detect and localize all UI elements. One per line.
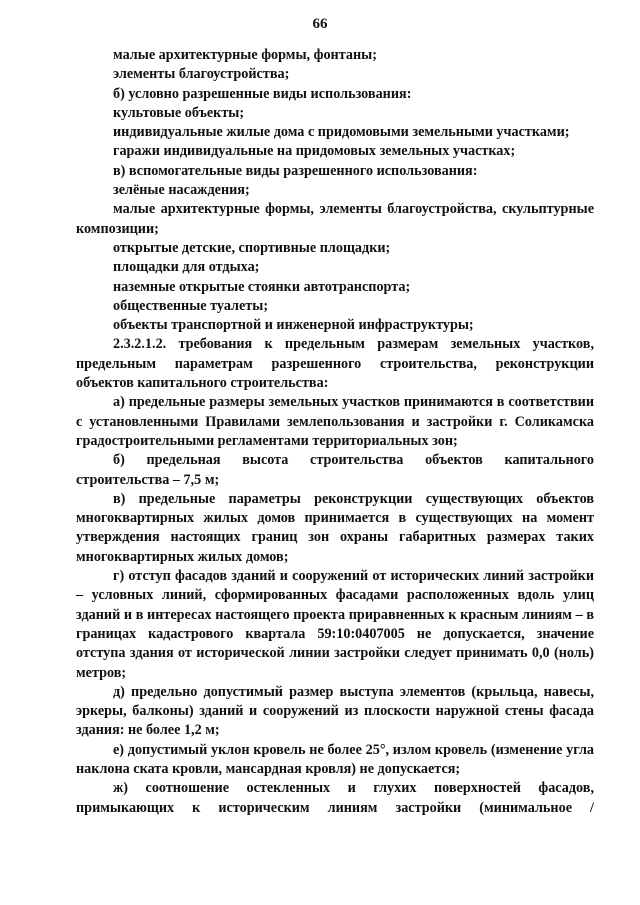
paragraph: ж) соотношение остекленных и глухих поверхностей фасадов, примыкающих к историческим линиям застройки (минимальное / (76, 780, 594, 816)
paragraph: г) отступ фасадов зданий и сооружений от исторических линий застройки – условных линий, сформированных фасадами расположенных вдоль улиц зданий и в интересах настоящего проекта приравненных к красным линиям – в границах кадастрового квартала 59:10:0407005 не допускается, значение отступа здания от исторической линии застройки следует принимать 0,0 (ноль) метров; (76, 568, 594, 681)
paragraph: в) вспомогательные виды разрешенного использования: (113, 162, 478, 179)
paragraph: площадки для отдыха; (113, 259, 260, 276)
paragraph: а) предельные размеры земельных участков принимаются в соответствии с установленными Правилами землепользования и застройки г. Соликамска градостроительными регламентами территориальных зон; (76, 394, 594, 449)
paragraph: малые архитектурные формы, элементы благоустройства, скульптурные композиции; (76, 201, 594, 237)
paragraph: гаражи индивидуальные на придомовых земельных участках; (113, 143, 516, 160)
paragraph: 2.3.2.1.2. требования к предельным размерам земельных участков, предельным параметрам разрешенного строительства, реконструкции объектов капитального строительства: (76, 336, 594, 392)
paragraph: д) предельно допустимый размер выступа элементов (крыльца, навесы, эркеры, балконы) зданий и сооружений из плоскости наружной стены фасада здания: не более 1,2 м; (76, 683, 594, 739)
paragraph: е) допустимый уклон кровель не более 25°, излом кровель (изменение угла наклона ската кровли, мансардная кровля) не допускается; (76, 741, 594, 777)
paragraph: б) условно разрешенные виды использования: (113, 85, 412, 102)
paragraph: индивидуальные жилые дома с придомовыми земельными участками; (113, 124, 570, 141)
paragraph: в) предельные параметры реконструкции существующих объектов многоквартирных жилых домов принимается в существующих на момент утверждения настоящих границ зон охраны габаритных размерах таких многоквартирных жилых домов; (76, 490, 594, 565)
paragraph: культовые объекты; (113, 104, 245, 121)
paragraph: общественные туалеты; (113, 297, 269, 314)
paragraph: открытые детские, спортивные площадки; (113, 239, 391, 256)
paragraph: объекты транспортной и инженерной инфраструктуры; (113, 317, 474, 334)
document-body (76, 46, 594, 818)
paragraph: зелёные насаждения; (113, 182, 250, 199)
paragraph: наземные открытые стоянки автотранспорта; (113, 278, 411, 295)
paragraph: элементы благоустройства; (113, 66, 290, 83)
paragraph: б) предельная высота строительства объектов капитального строительства – 7,5 м; (76, 452, 594, 488)
paragraph: малые архитектурные формы, фонтаны; (113, 47, 377, 63)
page-number: 66 (312, 16, 328, 32)
